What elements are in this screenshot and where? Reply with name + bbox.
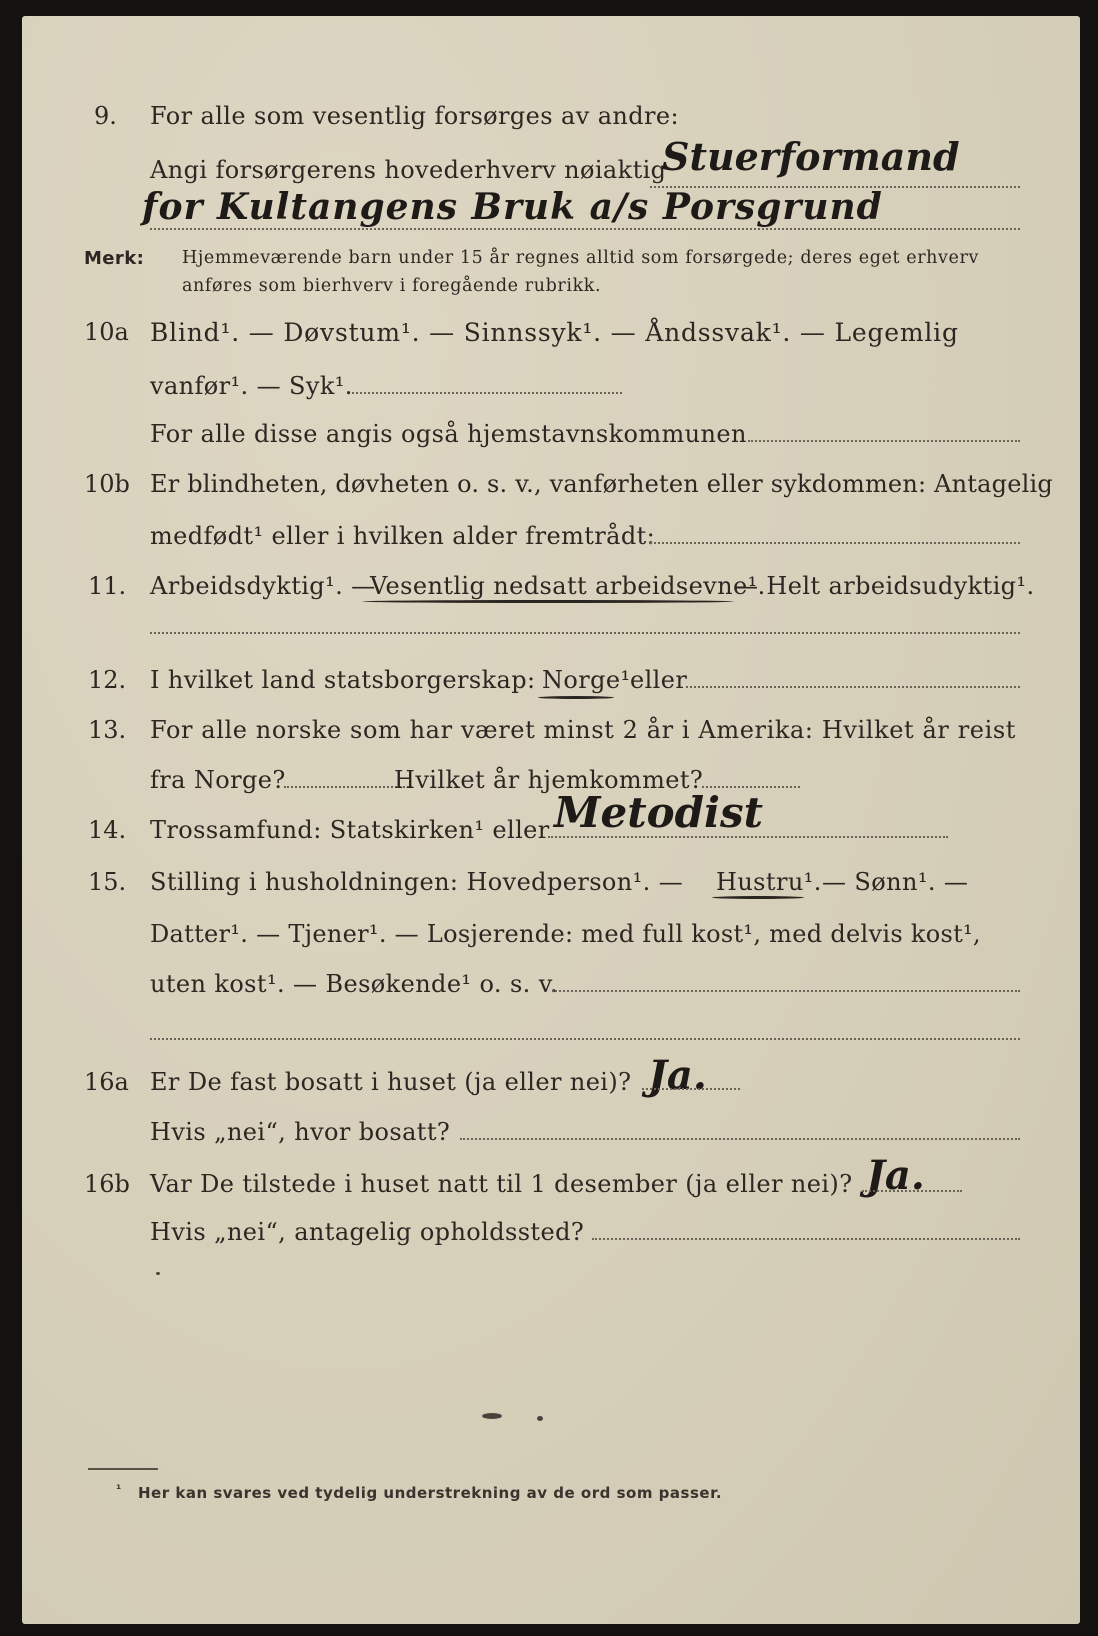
merk-line1: Hjemmeværende barn under 15 år regnes alltid som forsørgede; deres eget erhverv (182, 248, 979, 268)
census-form-page (22, 16, 1080, 1624)
q12-handwritten-underline (538, 696, 614, 699)
q16a-handwritten-answer: Ja. (648, 1052, 707, 1099)
q15-answer-line (552, 990, 1020, 992)
ink-smudge (482, 1413, 502, 1419)
footnote-mark: ¹ (116, 1482, 122, 1496)
q9-number: 9. (94, 102, 117, 130)
q11-handwritten-underline (362, 600, 734, 603)
q9-handwritten-occupation: Stuerformand (662, 134, 960, 179)
q15-number: 15. (88, 868, 127, 896)
q16b-line2: Hvis „nei“, antagelig opholdssted? (150, 1218, 585, 1246)
q10a-number: 10a (84, 318, 129, 346)
q10b-answer-line (650, 542, 1020, 544)
merk-line2: anføres som bierhverv i foregående rubrikk. (182, 276, 602, 296)
q15-line3: uten kost¹. — Besøkende¹ o. s. v. (150, 970, 558, 998)
q16a-number: 16a (84, 1068, 129, 1096)
footnote-text: Her kan svares ved tydelig understrekning av de ord som passer. (138, 1484, 723, 1502)
q14-number: 14. (88, 816, 127, 844)
q10a-line1: Blind¹. — Døvstum¹. — Sinnssyk¹. — Åndssvak¹. — Legemlig (150, 318, 959, 347)
q13-number: 13. (88, 716, 127, 744)
q14-handwritten-denomination: Metodist (554, 788, 763, 837)
q12-part2-underlined: Norge¹ (542, 666, 631, 694)
q16a-answer-line (642, 1088, 740, 1090)
q16b-line1: Var De tilstede i huset natt til 1 desember (ja eller nei)? (150, 1170, 853, 1198)
q9-line2: Angi forsørgerens hovederhverv nøiaktig (150, 156, 667, 184)
q11-part3: — Helt arbeidsudyktig¹. (734, 572, 1035, 600)
q16a-residence-line (460, 1138, 1020, 1140)
merk-label: Merk: (84, 248, 145, 269)
q11-part2-underlined: Vesentlig nedsatt arbeidsevne¹. (370, 572, 766, 600)
q10a-hometown-line (748, 440, 1020, 442)
q13-line2b: Hvilket år hjemkommet? (394, 766, 704, 794)
footnote-rule (88, 1468, 158, 1470)
ink-speck (156, 1272, 160, 1275)
q16a-line2: Hvis „nei“, hvor bosatt? (150, 1118, 451, 1146)
q16b-whereabouts-line (592, 1238, 1020, 1240)
q13-line2a: fra Norge? (150, 766, 286, 794)
q15-extra-line (150, 1038, 1020, 1040)
q9-line1: For alle som vesentlig forsørges av andre: (150, 102, 680, 130)
q12-part3: eller (630, 666, 688, 694)
q13-line1: For alle norske som har været minst 2 år i Amerika: Hvilket år reist (150, 716, 1017, 744)
q9-answer-line2 (150, 228, 1020, 230)
q10a-line3: For alle disse angis også hjemstavnskommunen (150, 420, 747, 448)
q16b-answer-line (862, 1190, 962, 1192)
q11-number: 11. (88, 572, 127, 600)
ink-dot (537, 1416, 543, 1421)
q10a-answer-line (352, 392, 622, 394)
q10b-number: 10b (84, 470, 130, 498)
q15-line2: Datter¹. — Tjener¹. — Losjerende: med full kost¹, med delvis kost¹, (150, 920, 981, 948)
q9-handwritten-employer: for Kultangens Bruk a/s Porsgrund (142, 186, 883, 228)
q13-departure-year-line (284, 786, 412, 788)
q10b-line1: Er blindheten, døvheten o. s. v., vanførheten eller sykdommen: Antagelig (150, 470, 1053, 498)
q15-part2-underlined: Hustru¹. (716, 868, 822, 896)
q14-text: Trossamfund: Statskirken¹ eller (150, 816, 550, 844)
q15-part1: Stilling i husholdningen: Hovedperson¹. — (150, 868, 684, 896)
q10a-line2: vanfør¹. — Syk¹. (150, 372, 353, 400)
q16b-handwritten-answer: Ja. (866, 1152, 925, 1199)
q16a-line1: Er De fast bosatt i huset (ja eller nei)? (150, 1068, 632, 1096)
q15-part3: — Sønn¹. — (822, 868, 969, 896)
q12-part1: I hvilket land statsborgerskap: (150, 666, 536, 694)
q12-answer-line (686, 686, 1020, 688)
q15-handwritten-underline (712, 896, 804, 899)
q11-part1: Arbeidsdyktig¹. — (150, 572, 376, 600)
q12-number: 12. (88, 666, 127, 694)
q16b-number: 16b (84, 1170, 130, 1198)
q11-answer-line (150, 632, 1020, 634)
q10b-line2: medfødt¹ eller i hvilken alder fremtrådt: (150, 522, 656, 550)
